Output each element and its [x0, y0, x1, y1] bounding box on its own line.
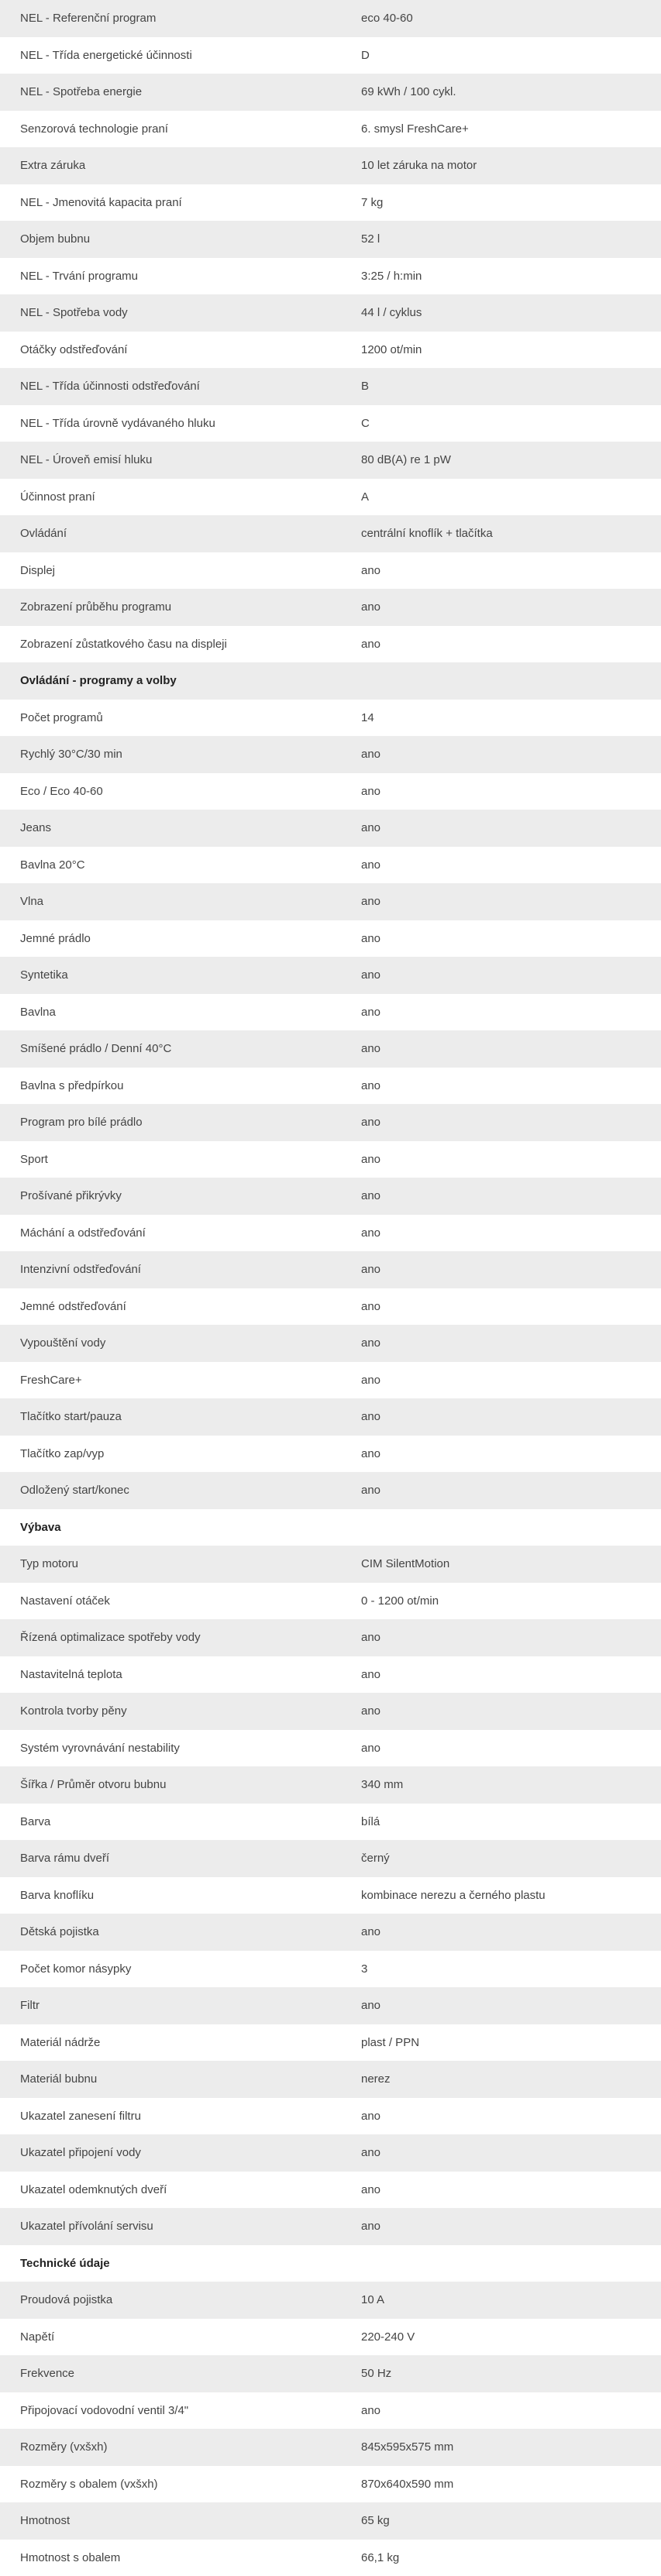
spec-row: [0, 1436, 661, 1473]
spec-value: 3:25 / h:min: [361, 270, 422, 283]
spec-row: [0, 700, 661, 737]
spec-label: Program pro bílé prádlo: [20, 1116, 143, 1129]
spec-row: [0, 1951, 661, 1988]
spec-label: Proudová pojistka: [20, 2293, 112, 2306]
spec-row: [0, 2172, 661, 2209]
spec-label: Rozměry (vxšxh): [20, 2440, 108, 2454]
spec-value: 69 kWh / 100 cykl.: [361, 85, 456, 98]
spec-label: Ukazatel přívolání servisu: [20, 2220, 153, 2233]
spec-row: [0, 332, 661, 369]
spec-value: 6. smysl FreshCare+: [361, 122, 469, 136]
spec-label: NEL - Úroveň emisí hluku: [20, 453, 152, 466]
spec-label: Ukazatel zanesení filtru: [20, 2110, 141, 2123]
spec-value: ano: [361, 968, 380, 982]
spec-label: Syntetika: [20, 968, 68, 982]
spec-row: [0, 626, 661, 663]
spec-row: [0, 1766, 661, 1804]
spec-label: Senzorová technologie praní: [20, 122, 168, 136]
spec-value: 50 Hz: [361, 2367, 391, 2380]
spec-row: [0, 1104, 661, 1141]
spec-label: Barva rámu dveří: [20, 1852, 109, 1865]
spec-value: ano: [361, 1189, 380, 1202]
spec-row: [0, 2282, 661, 2319]
spec-value: 845x595x575 mm: [361, 2440, 453, 2454]
spec-value: ano: [361, 1374, 380, 1387]
spec-row: [0, 368, 661, 405]
spec-row: [0, 1693, 661, 1730]
spec-value: ano: [361, 1925, 380, 1938]
spec-value: ano: [361, 895, 380, 908]
spec-value: 80 dB(A) re 1 pW: [361, 453, 451, 466]
spec-value: ano: [361, 1742, 380, 1755]
spec-label: Ukazatel odemknutých dveří: [20, 2183, 167, 2196]
spec-value: C: [361, 417, 370, 430]
spec-label: Extra záruka: [20, 159, 85, 172]
spec-label: Jemné odstřeďování: [20, 1300, 126, 1313]
spec-label: Jemné prádlo: [20, 932, 91, 945]
spec-row: [0, 2024, 661, 2062]
spec-label: Materiál nádrže: [20, 2036, 100, 2049]
spec-label: Kontrola tvorby pěny: [20, 1704, 127, 1718]
spec-value: A: [361, 490, 369, 504]
spec-row: [0, 2502, 661, 2540]
spec-label: Smíšené prádlo / Denní 40°C: [20, 1042, 171, 1055]
spec-value: ano: [361, 1263, 380, 1276]
spec-row: [0, 1030, 661, 1068]
spec-value: ano: [361, 2146, 380, 2159]
spec-row: [0, 1472, 661, 1509]
spec-row: [0, 1987, 661, 2024]
spec-row: [0, 1619, 661, 1656]
spec-value: D: [361, 49, 370, 62]
spec-value: centrální knoflík + tlačítka: [361, 527, 493, 540]
section-header: [0, 2245, 661, 2282]
spec-row: [0, 74, 661, 111]
spec-value: B: [361, 380, 369, 393]
spec-row: [0, 1178, 661, 1215]
spec-row: [0, 37, 661, 74]
spec-label: Máchání a odstřeďování: [20, 1226, 146, 1240]
spec-row: [0, 515, 661, 552]
spec-label: Bavlna 20°C: [20, 858, 85, 872]
spec-label: Rozměry s obalem (vxšxh): [20, 2478, 158, 2491]
spec-label: Barva: [20, 1815, 50, 1828]
spec-label: Šířka / Průměr otvoru bubnu: [20, 1778, 166, 1791]
section-title: Ovládání - programy a volby: [20, 674, 177, 687]
spec-label: NEL - Spotřeba vody: [20, 306, 128, 319]
spec-row: [0, 1141, 661, 1178]
spec-label: Odložený start/konec: [20, 1484, 129, 1497]
spec-row: [0, 111, 661, 148]
spec-row: [0, 2134, 661, 2172]
spec-row: [0, 2429, 661, 2466]
spec-value: ano: [361, 2183, 380, 2196]
spec-row: [0, 847, 661, 884]
spec-row: [0, 479, 661, 516]
spec-value: CIM SilentMotion: [361, 1557, 449, 1570]
spec-value: 10 let záruka na motor: [361, 159, 477, 172]
spec-label: Tlačítko zap/vyp: [20, 1447, 104, 1460]
spec-label: Prošívané přikrývky: [20, 1189, 122, 1202]
spec-row: [0, 2466, 661, 2503]
spec-row: [0, 1656, 661, 1694]
spec-value: 340 mm: [361, 1778, 403, 1791]
spec-label: Vlna: [20, 895, 43, 908]
spec-row: [0, 1914, 661, 1951]
spec-row: [0, 1546, 661, 1583]
spec-label: Napětí: [20, 2330, 54, 2344]
spec-label: Účinnost praní: [20, 490, 95, 504]
spec-row: [0, 1288, 661, 1326]
spec-value: ano: [361, 564, 380, 577]
spec-value: 0 - 1200 ot/min: [361, 1594, 439, 1608]
spec-value: ano: [361, 1447, 380, 1460]
spec-value: černý: [361, 1852, 390, 1865]
spec-row: [0, 736, 661, 773]
spec-label: Systém vyrovnávání nestability: [20, 1742, 180, 1755]
spec-row: [0, 258, 661, 295]
spec-label: Počet programů: [20, 711, 103, 724]
spec-value: 44 l / cyklus: [361, 306, 422, 319]
spec-value: ano: [361, 600, 380, 614]
spec-value: ano: [361, 785, 380, 798]
spec-value: ano: [361, 1226, 380, 1240]
section-title: Technické údaje: [20, 2257, 110, 2270]
section-title: Výbava: [20, 1521, 61, 1534]
spec-row: [0, 405, 661, 442]
spec-row: [0, 1840, 661, 1877]
spec-label: Nastavení otáček: [20, 1594, 110, 1608]
spec-label: Tlačítko start/pauza: [20, 1410, 122, 1423]
spec-row: [0, 1877, 661, 1914]
spec-value: 1200 ot/min: [361, 343, 422, 356]
spec-row: [0, 1068, 661, 1105]
spec-value: ano: [361, 1704, 380, 1718]
spec-value: 10 A: [361, 2293, 384, 2306]
spec-label: FreshCare+: [20, 1374, 82, 1387]
spec-value: ano: [361, 1079, 380, 1092]
spec-row: [0, 294, 661, 332]
section-header: [0, 662, 661, 700]
spec-row: [0, 1325, 661, 1362]
spec-value: ano: [361, 1999, 380, 2012]
spec-value: bílá: [361, 1815, 380, 1828]
spec-row: [0, 589, 661, 626]
spec-label: NEL - Spotřeba energie: [20, 85, 142, 98]
spec-label: Bavlna: [20, 1006, 56, 1019]
spec-row: [0, 2208, 661, 2245]
spec-label: Počet komor násypky: [20, 1962, 131, 1976]
spec-value: 7 kg: [361, 196, 383, 209]
spec-row: [0, 2392, 661, 2430]
spec-row: [0, 1804, 661, 1841]
spec-row: [0, 2540, 661, 2576]
spec-value: ano: [361, 1042, 380, 1055]
spec-value: ano: [361, 748, 380, 761]
spec-value: ano: [361, 2404, 380, 2417]
spec-value: 52 l: [361, 232, 380, 246]
spec-value: ano: [361, 932, 380, 945]
spec-label: Dětská pojistka: [20, 1925, 99, 1938]
spec-value: ano: [361, 638, 380, 651]
spec-row: [0, 2319, 661, 2356]
spec-row: [0, 920, 661, 958]
spec-value: ano: [361, 1006, 380, 1019]
spec-value: plast / PPN: [361, 2036, 419, 2049]
spec-value: ano: [361, 1336, 380, 1350]
spec-value: 3: [361, 1962, 367, 1976]
spec-row: [0, 1251, 661, 1288]
spec-label: Intenzivní odstřeďování: [20, 1263, 141, 1276]
spec-value: ano: [361, 2110, 380, 2123]
spec-value: 870x640x590 mm: [361, 2478, 453, 2491]
spec-row: [0, 957, 661, 994]
spec-label: Nastavitelná teplota: [20, 1668, 122, 1681]
spec-value: 14: [361, 711, 374, 724]
spec-value: 65 kg: [361, 2514, 390, 2527]
spec-row: [0, 0, 661, 37]
spec-label: NEL - Třída energetické účinnosti: [20, 49, 192, 62]
spec-row: [0, 883, 661, 920]
spec-label: Sport: [20, 1153, 48, 1166]
spec-value: ano: [361, 1300, 380, 1313]
spec-label: Hmotnost: [20, 2514, 70, 2527]
spec-label: Rychlý 30°C/30 min: [20, 748, 122, 761]
spec-label: Otáčky odstřeďování: [20, 343, 127, 356]
spec-row: [0, 773, 661, 810]
spec-label: Filtr: [20, 1999, 40, 2012]
spec-value: ano: [361, 1153, 380, 1166]
spec-label: Materiál bubnu: [20, 2072, 97, 2086]
spec-row: [0, 442, 661, 479]
spec-label: Displej: [20, 564, 55, 577]
spec-label: Zobrazení zůstatkového času na displeji: [20, 638, 227, 651]
spec-value: kombinace nerezu a černého plastu: [361, 1889, 546, 1902]
spec-row: [0, 994, 661, 1031]
spec-value: ano: [361, 858, 380, 872]
spec-row: [0, 1398, 661, 1436]
spec-label: NEL - Třída úrovně vydávaného hluku: [20, 417, 215, 430]
spec-value: ano: [361, 1116, 380, 1129]
spec-label: Vypouštění vody: [20, 1336, 105, 1350]
spec-label: Řízená optimalizace spotřeby vody: [20, 1631, 201, 1644]
spec-label: NEL - Jmenovitá kapacita praní: [20, 196, 182, 209]
spec-value: ano: [361, 1668, 380, 1681]
spec-label: Frekvence: [20, 2367, 74, 2380]
spec-label: NEL - Referenční program: [20, 12, 156, 25]
spec-value: 220-240 V: [361, 2330, 415, 2344]
spec-row: [0, 552, 661, 590]
spec-label: Jeans: [20, 821, 51, 834]
spec-label: Hmotnost s obalem: [20, 2551, 120, 2564]
spec-row: [0, 2355, 661, 2392]
spec-row: [0, 2061, 661, 2098]
spec-row: [0, 221, 661, 258]
spec-label: Ukazatel připojení vody: [20, 2146, 141, 2159]
spec-label: NEL - Třída účinnosti odstřeďování: [20, 380, 200, 393]
spec-value: ano: [361, 1631, 380, 1644]
spec-value: ano: [361, 1410, 380, 1423]
spec-value: ano: [361, 2220, 380, 2233]
spec-label: Připojovací vodovodní ventil 3/4": [20, 2404, 188, 2417]
spec-label: Ovládání: [20, 527, 67, 540]
spec-row: [0, 147, 661, 184]
spec-value: nerez: [361, 2072, 391, 2086]
spec-value: ano: [361, 821, 380, 834]
spec-row: [0, 1215, 661, 1252]
spec-value: 66,1 kg: [361, 2551, 399, 2564]
spec-label: Objem bubnu: [20, 232, 90, 246]
spec-label: Typ motoru: [20, 1557, 78, 1570]
spec-label: Barva knoflíku: [20, 1889, 94, 1902]
spec-value: eco 40-60: [361, 12, 413, 25]
spec-row: [0, 810, 661, 847]
spec-label: Eco / Eco 40-60: [20, 785, 103, 798]
spec-label: NEL - Trvání programu: [20, 270, 138, 283]
spec-row: [0, 1583, 661, 1620]
spec-row: [0, 184, 661, 222]
spec-label: Bavlna s předpírkou: [20, 1079, 123, 1092]
spec-row: [0, 2098, 661, 2135]
spec-value: ano: [361, 1484, 380, 1497]
spec-label: Zobrazení průběhu programu: [20, 600, 171, 614]
spec-row: [0, 1362, 661, 1399]
section-header: [0, 1509, 661, 1546]
spec-row: [0, 1730, 661, 1767]
